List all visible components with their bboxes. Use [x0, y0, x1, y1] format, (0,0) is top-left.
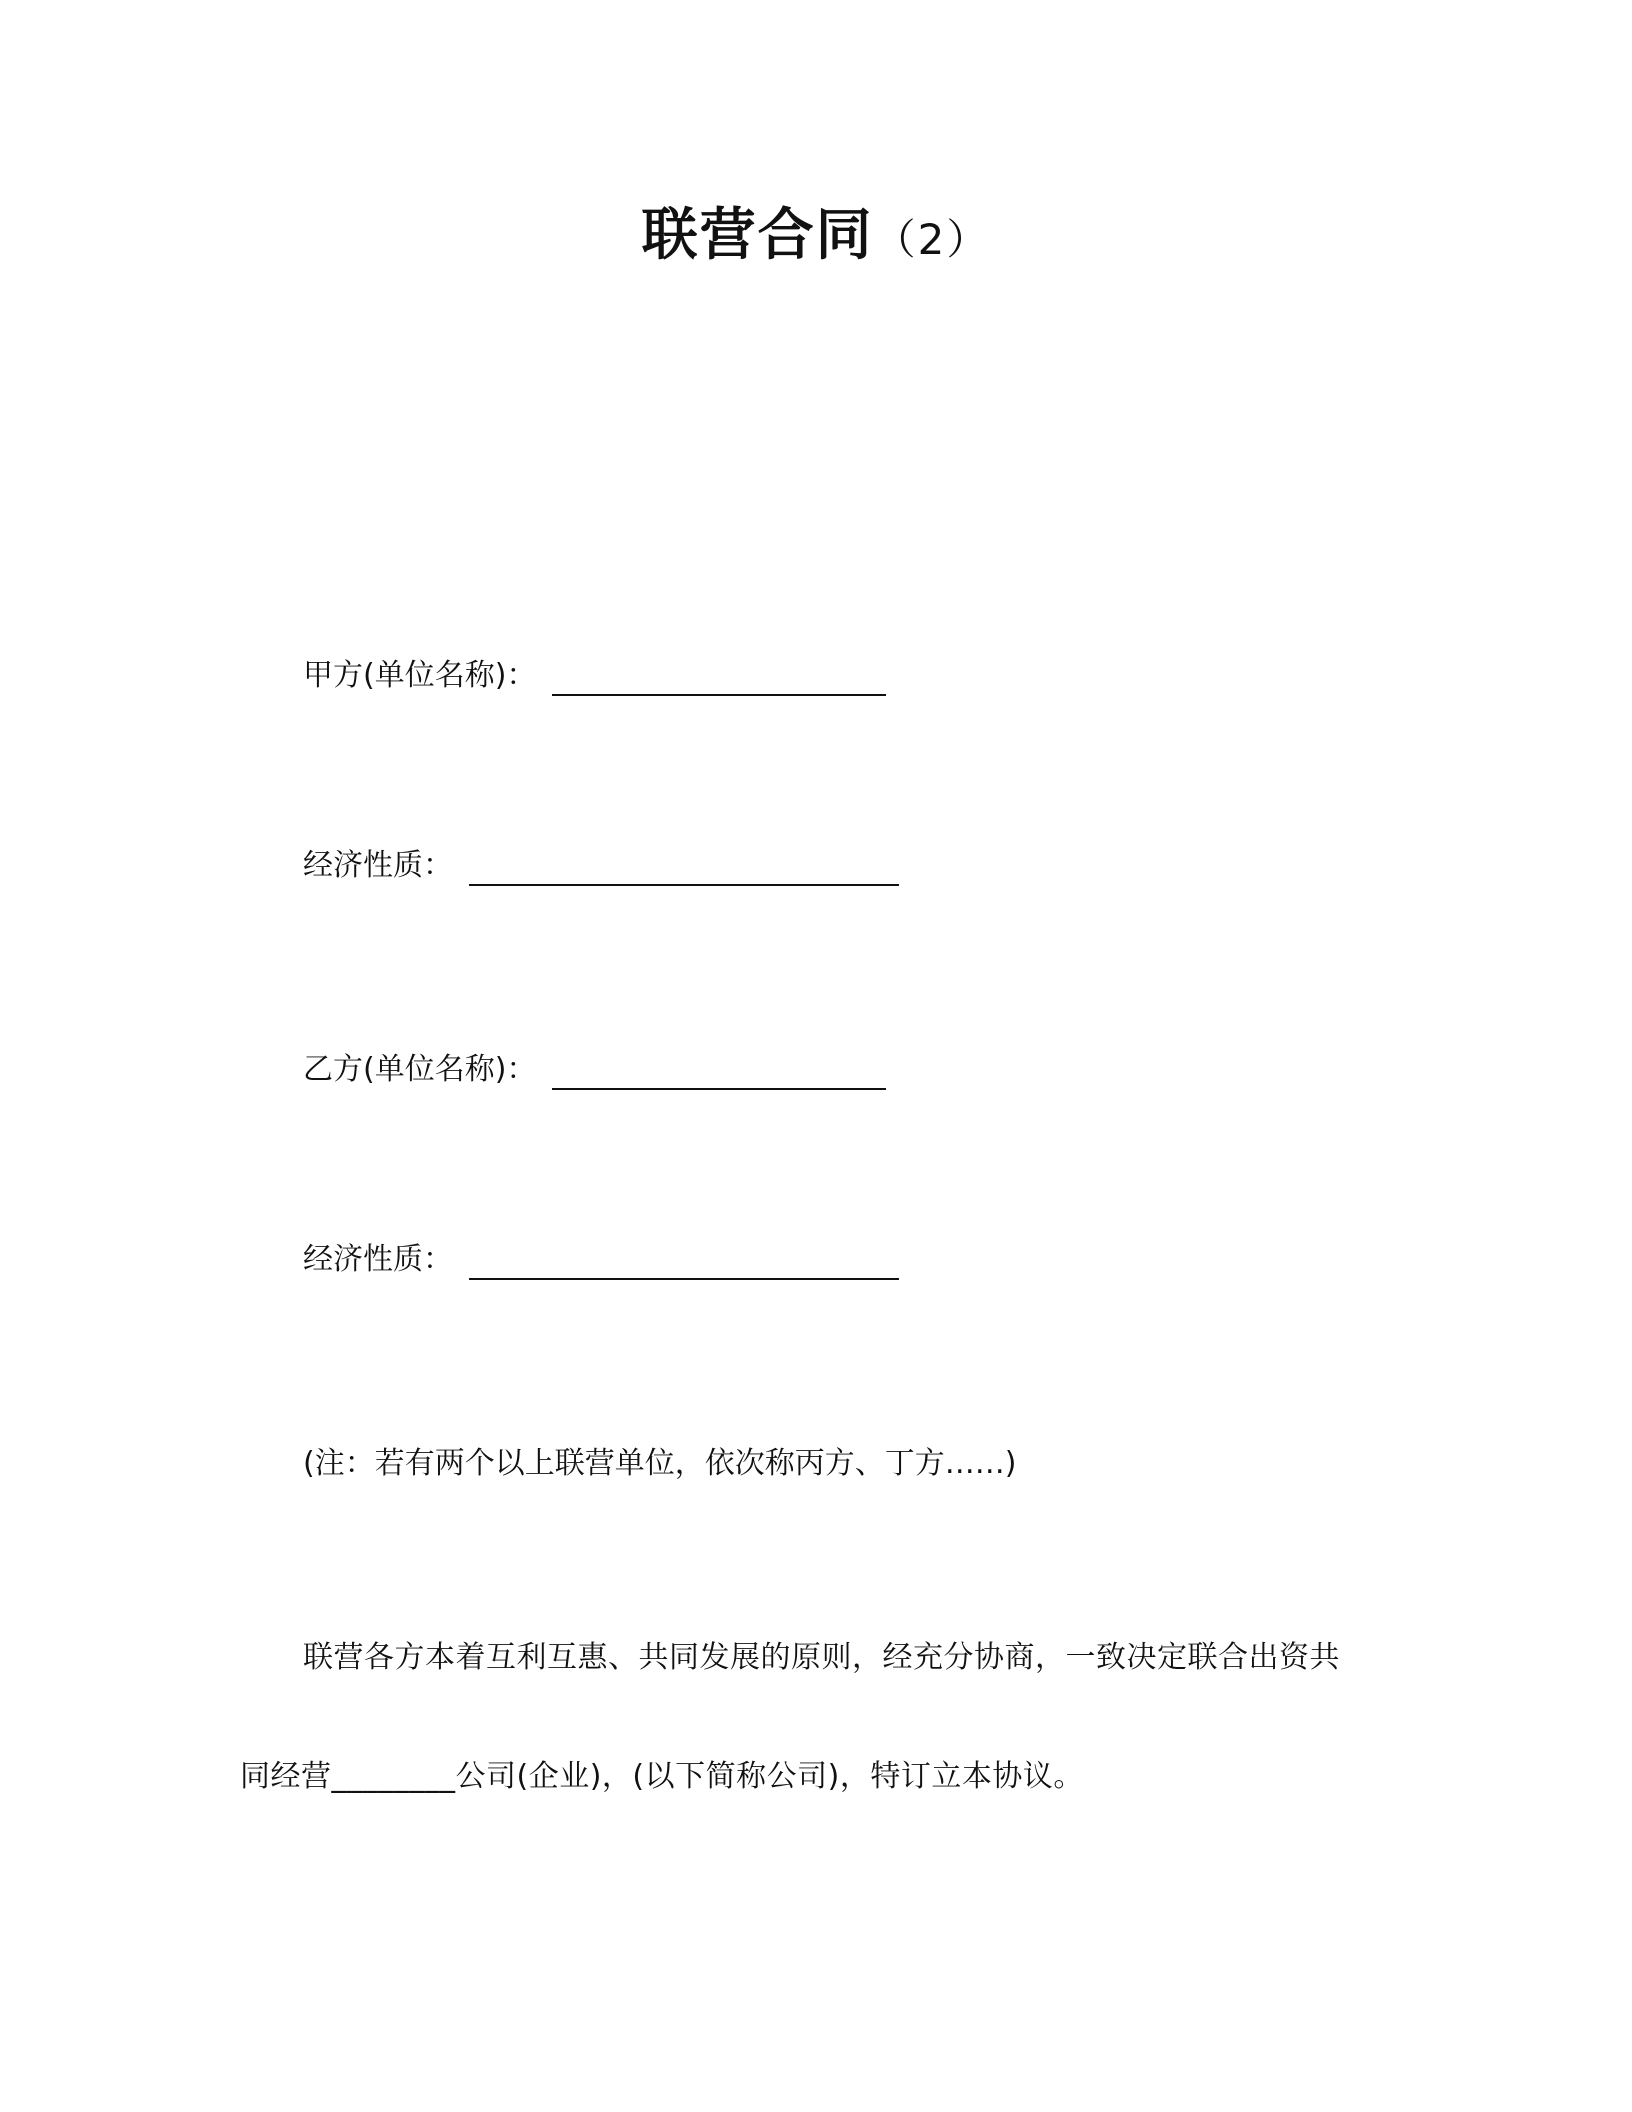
document-title	[0, 196, 1632, 280]
party-a-name-blank	[552, 664, 886, 696]
intro-paragraph-line-2: 同经营________公司(企业)，(以下简称公司)，特订立本协议。	[240, 1759, 1084, 1794]
title-main: 联营合同	[641, 203, 874, 268]
title-suffix: （2）	[873, 215, 991, 264]
party-a-nature-blank	[469, 854, 899, 886]
party-b-name-blank	[552, 1058, 886, 1090]
party-a-name-label: 甲方(单位名称)：	[303, 658, 537, 693]
parties-note: (注：若有两个以上联营单位，依次称丙方、丁方……)	[303, 1446, 1017, 1481]
party-a-nature-label: 经济性质：	[303, 848, 453, 883]
party-b-nature-label: 经济性质：	[303, 1242, 453, 1277]
party-b-name-label: 乙方(单位名称)：	[303, 1052, 537, 1087]
intro-paragraph-line-1: 联营各方本着互利互惠、共同发展的原则，经充分协商，一致决定联合出资共	[303, 1640, 1340, 1675]
party-b-nature-blank	[469, 1248, 899, 1280]
party-a-nature-field	[303, 846, 899, 886]
party-a-name-field	[303, 656, 886, 696]
party-b-nature-field	[303, 1240, 899, 1280]
party-b-name-field	[303, 1050, 886, 1090]
